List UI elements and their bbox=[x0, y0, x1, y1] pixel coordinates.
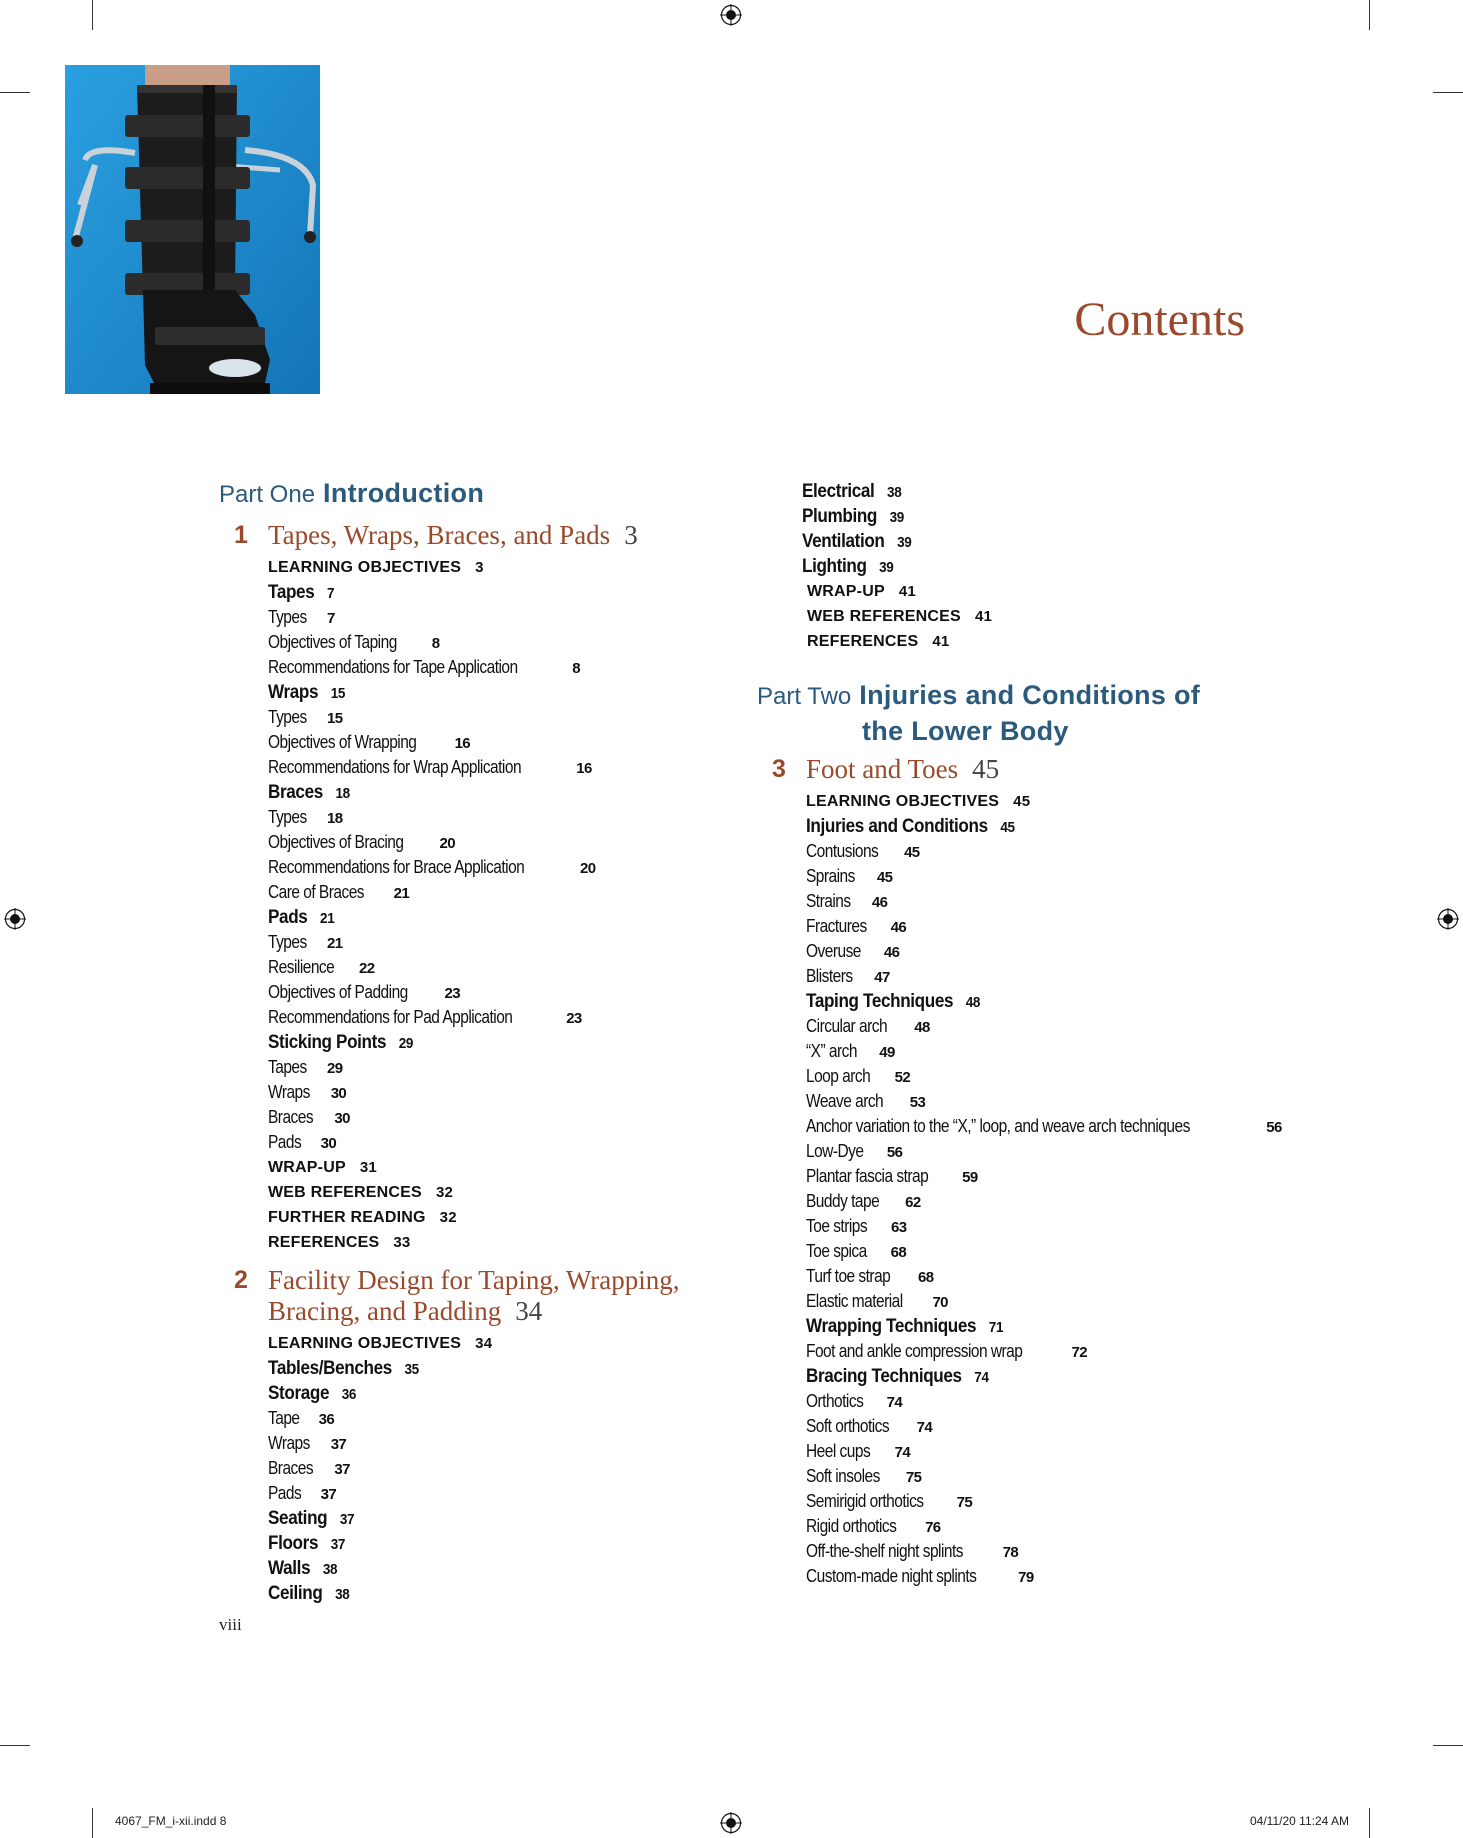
crop-mark bbox=[1369, 0, 1370, 30]
toc-entry bbox=[268, 1381, 674, 1406]
toc-entry bbox=[268, 1481, 719, 1506]
toc-entry-page: 53 bbox=[909, 1094, 926, 1111]
toc-entry bbox=[268, 1080, 719, 1105]
toc-entry bbox=[268, 830, 719, 855]
toc-entry bbox=[268, 1356, 674, 1381]
toc-entry bbox=[806, 1389, 1277, 1414]
toc-entry-title: Low-Dye bbox=[806, 1141, 864, 1161]
toc-entry-title: Taping Techniques bbox=[806, 991, 954, 1012]
toc-entry-page: 78 bbox=[1002, 1544, 1019, 1561]
chapter-block bbox=[757, 754, 1282, 1589]
chapter-number: 3 bbox=[772, 755, 786, 783]
toc-entry bbox=[806, 1239, 1277, 1264]
toc-entry-page: 74 bbox=[894, 1444, 911, 1461]
toc-entry-title: Walls bbox=[268, 1558, 311, 1579]
chapter-page: 3 bbox=[624, 520, 638, 550]
toc-entry-page: 46 bbox=[871, 894, 888, 911]
toc-entry-title: Care of Braces bbox=[268, 882, 365, 902]
toc-entry-page: 75 bbox=[905, 1469, 922, 1486]
toc-entry-page: 20 bbox=[579, 860, 596, 877]
crop-mark bbox=[0, 1745, 30, 1746]
toc-entry-page: 37 bbox=[320, 1486, 337, 1503]
toc-entry bbox=[806, 1039, 1277, 1064]
toc-entry-title: Tapes bbox=[268, 1057, 307, 1077]
toc-entry bbox=[268, 1055, 719, 1080]
part-label: Part Two bbox=[757, 683, 852, 710]
toc-entry-title: Seating bbox=[268, 1508, 328, 1529]
toc-entry bbox=[268, 805, 719, 830]
toc-entry-title: Braces bbox=[268, 1458, 314, 1478]
toc-entry bbox=[806, 1539, 1277, 1564]
toc-entry bbox=[268, 730, 719, 755]
toc-entry-title: Contusions bbox=[806, 841, 879, 861]
toc-entry-title: Plantar fascia strap bbox=[806, 1166, 929, 1186]
toc-entry-title: Plumbing bbox=[802, 506, 878, 527]
chapter-list bbox=[219, 520, 719, 1606]
toc-entry-title: FURTHER READING bbox=[268, 1209, 426, 1226]
toc-entry-page: 36 bbox=[341, 1386, 357, 1403]
toc-entry-page: 32 bbox=[439, 1209, 457, 1226]
toc-entry-page: 39 bbox=[897, 534, 912, 551]
toc-entry-title: “X” arch bbox=[806, 1041, 857, 1061]
toc-entry bbox=[268, 1406, 719, 1431]
toc-entry-page: 63 bbox=[891, 1219, 907, 1236]
toc-entry bbox=[806, 864, 1277, 889]
toc-entry-page: 31 bbox=[359, 1159, 377, 1176]
toc-entry-title: Custom-made night splints bbox=[806, 1566, 977, 1586]
toc-entry-page: 21 bbox=[320, 910, 335, 927]
toc-entry bbox=[268, 1230, 719, 1255]
toc-entry-page: 37 bbox=[339, 1511, 355, 1528]
toc-entry bbox=[268, 605, 719, 630]
toc-left-column bbox=[219, 476, 719, 1606]
toc-entry-page: 3 bbox=[475, 559, 484, 576]
toc-entry-title: Recommendations for Pad Application bbox=[268, 1007, 513, 1027]
toc-entry-page: 8 bbox=[431, 635, 440, 652]
toc-entry-page: 38 bbox=[335, 1586, 350, 1603]
toc-entry-page: 56 bbox=[886, 1144, 903, 1161]
toc-entry-title: Overuse bbox=[806, 941, 861, 961]
chapter-page: 45 bbox=[972, 754, 1000, 784]
toc-entry-page: 32 bbox=[435, 1184, 454, 1201]
toc-entry-title: Braces bbox=[268, 1107, 314, 1127]
part-heading bbox=[757, 678, 1277, 750]
toc-entry-page: 34 bbox=[475, 1335, 493, 1352]
toc-entry-page: 45 bbox=[904, 844, 920, 861]
toc-entry bbox=[806, 1489, 1277, 1514]
toc-entry-title: LEARNING OBJECTIVES bbox=[806, 793, 1000, 810]
toc-entry bbox=[268, 780, 674, 805]
toc-entry bbox=[806, 1414, 1277, 1439]
toc-entry bbox=[806, 964, 1277, 989]
toc-entry bbox=[268, 880, 719, 905]
toc-entry-page: 38 bbox=[887, 484, 902, 501]
toc-entry bbox=[268, 1005, 719, 1030]
toc-entry bbox=[806, 1139, 1277, 1164]
crop-mark bbox=[0, 92, 30, 93]
toc-entry bbox=[757, 504, 1225, 529]
toc-entry bbox=[268, 1331, 719, 1356]
toc-entry-page: 45 bbox=[1013, 793, 1031, 810]
toc-entry bbox=[806, 1189, 1277, 1214]
toc-entry-page: 48 bbox=[914, 1019, 930, 1036]
toc-entry bbox=[268, 1556, 674, 1581]
toc-entry bbox=[757, 554, 1225, 579]
part-title: Introduction bbox=[323, 478, 485, 508]
toc-entry bbox=[268, 1030, 674, 1055]
toc-entry-title: WEB REFERENCES bbox=[268, 1184, 422, 1201]
toc-entry bbox=[806, 1339, 1277, 1364]
toc-entry bbox=[268, 1506, 674, 1531]
toc-entry-title: Foot and ankle compression wrap bbox=[806, 1341, 1023, 1361]
toc-entry-page: 52 bbox=[894, 1069, 911, 1086]
toc-entry-title: Semirigid orthotics bbox=[806, 1491, 924, 1511]
toc-entry-title: Tables/Benches bbox=[268, 1358, 392, 1379]
toc-entry-title: Tape bbox=[268, 1408, 300, 1428]
toc-entry-page: 8 bbox=[572, 660, 581, 677]
toc-entry-title: Toe strips bbox=[806, 1216, 868, 1236]
toc-entry-page: 29 bbox=[398, 1035, 414, 1052]
toc-entry bbox=[268, 1531, 674, 1556]
toc-entry-page: 38 bbox=[322, 1561, 338, 1578]
toc-entry-page: 68 bbox=[890, 1244, 907, 1261]
registration-mark-icon bbox=[720, 1812, 742, 1834]
toc-entry-title: Bracing Techniques bbox=[806, 1366, 962, 1387]
toc-entry-title: Types bbox=[268, 707, 307, 727]
toc-entry-page: 79 bbox=[1018, 1569, 1034, 1586]
toc-entry-title: Toe spica bbox=[806, 1241, 867, 1261]
toc-entry-page: 7 bbox=[327, 610, 335, 627]
toc-entry-page: 7 bbox=[326, 585, 335, 602]
toc-entry-title: Rigid orthotics bbox=[806, 1516, 897, 1536]
chapter-number: 1 bbox=[234, 521, 248, 549]
toc-entry-page: 71 bbox=[988, 1319, 1004, 1336]
continued-entry-list bbox=[757, 479, 1277, 654]
toc-entry bbox=[268, 630, 719, 655]
toc-entry-page: 20 bbox=[439, 835, 455, 852]
toc-entry-title: Orthotics bbox=[806, 1391, 864, 1411]
chapter-title: Tapes, Wraps, Braces, and Pads bbox=[268, 520, 611, 550]
toc-entry-page: 41 bbox=[974, 608, 993, 625]
toc-entry-title: Objectives of Taping bbox=[268, 632, 397, 652]
toc-entry bbox=[268, 930, 719, 955]
toc-entry bbox=[806, 1164, 1277, 1189]
toc-entry-title: Sticking Points bbox=[268, 1032, 387, 1053]
toc-right-column bbox=[757, 479, 1282, 1589]
toc-entry-title: Pads bbox=[268, 907, 308, 928]
toc-entry-title: Storage bbox=[268, 1383, 330, 1404]
toc-entry-page: 39 bbox=[879, 559, 894, 576]
toc-entry bbox=[268, 905, 674, 930]
crop-mark bbox=[92, 1808, 93, 1838]
toc-entry bbox=[806, 839, 1277, 864]
toc-entry-page: 16 bbox=[454, 735, 471, 752]
toc-entry bbox=[806, 1089, 1277, 1114]
toc-entry-title: Objectives of Bracing bbox=[268, 832, 404, 852]
toc-entry-page: 45 bbox=[876, 869, 893, 886]
toc-entry-page: 30 bbox=[330, 1085, 347, 1102]
toc-entry bbox=[268, 1105, 719, 1130]
toc-entry-page: 15 bbox=[330, 685, 346, 702]
toc-entry bbox=[806, 1364, 1230, 1389]
toc-entry-title: WRAP-UP bbox=[268, 1159, 346, 1176]
toc-entry-page: 18 bbox=[335, 785, 350, 802]
toc-entry-page: 16 bbox=[576, 760, 592, 777]
toc-entry-page: 29 bbox=[327, 1060, 343, 1077]
toc-entry bbox=[806, 1439, 1277, 1464]
toc-entry-title: Anchor variation to the “X,” loop, and weave arch techniques bbox=[806, 1116, 1190, 1136]
toc-entry-page: 56 bbox=[1266, 1119, 1282, 1136]
chapter-entries bbox=[268, 555, 719, 1255]
toc-entry-page: 76 bbox=[925, 1519, 941, 1536]
toc-entry bbox=[268, 555, 719, 580]
toc-entry-title: Weave arch bbox=[806, 1091, 884, 1111]
slug-filename: 4067_FM_i-xii.indd 8 bbox=[115, 1814, 227, 1828]
chapter-block bbox=[219, 520, 719, 1255]
toc-entry-page: 41 bbox=[932, 633, 950, 650]
chapter-block bbox=[219, 1265, 719, 1606]
chapter-title: Facility Design for Taping, Wrapping, bbox=[268, 1265, 680, 1295]
toc-entry-title: WRAP-UP bbox=[807, 583, 885, 600]
toc-entry-title: Blisters bbox=[806, 966, 853, 986]
part-title-line-2: the Lower Body bbox=[862, 716, 1069, 746]
toc-entry-page: 30 bbox=[320, 1135, 337, 1152]
toc-entry-title: Buddy tape bbox=[806, 1191, 880, 1211]
toc-entry-title: LEARNING OBJECTIVES bbox=[268, 1335, 462, 1352]
toc-entry bbox=[806, 1014, 1277, 1039]
toc-entry-title: Pads bbox=[268, 1132, 302, 1152]
toc-entry-title: Braces bbox=[268, 782, 323, 803]
toc-entry bbox=[806, 1314, 1230, 1339]
toc-entry-title: Types bbox=[268, 807, 307, 827]
chapter-number: 2 bbox=[234, 1266, 248, 1294]
toc-entry-page: 75 bbox=[956, 1494, 973, 1511]
chapter-heading bbox=[772, 754, 1277, 785]
toc-entry-title: Soft insoles bbox=[806, 1466, 880, 1486]
registration-mark-icon bbox=[4, 908, 26, 930]
toc-entry-page: 59 bbox=[962, 1169, 978, 1186]
toc-entry-page: 33 bbox=[393, 1234, 411, 1251]
toc-entry-page: 74 bbox=[916, 1419, 933, 1436]
toc-entry-page: 74 bbox=[974, 1369, 989, 1386]
toc-entry-title: Loop arch bbox=[806, 1066, 871, 1086]
toc-entry-page: 21 bbox=[393, 885, 410, 902]
crop-mark bbox=[92, 0, 93, 30]
toc-entry-title: WEB REFERENCES bbox=[807, 608, 961, 625]
toc-entry bbox=[268, 705, 719, 730]
toc-entry bbox=[268, 1205, 719, 1230]
chapter-heading bbox=[234, 520, 719, 551]
toc-entry-title: REFERENCES bbox=[268, 1234, 380, 1251]
toc-entry-page: 74 bbox=[886, 1394, 903, 1411]
chapter-title: Foot and Toes bbox=[806, 754, 959, 784]
toc-entry-title: Soft orthotics bbox=[806, 1416, 890, 1436]
toc-entry-title: Wraps bbox=[268, 682, 319, 703]
toc-entry-page: 37 bbox=[330, 1536, 346, 1553]
toc-entry-title: Heel cups bbox=[806, 1441, 871, 1461]
toc-entry bbox=[757, 629, 1277, 654]
toc-entry bbox=[268, 680, 674, 705]
toc-entry-page: 62 bbox=[905, 1194, 921, 1211]
toc-entry bbox=[806, 1064, 1277, 1089]
toc-entry-title: Wrapping Techniques bbox=[806, 1316, 977, 1337]
toc-entry-title: Sprains bbox=[806, 866, 855, 886]
toc-entry bbox=[757, 604, 1277, 629]
chapter-heading bbox=[234, 1265, 719, 1327]
toc-entry-page: 36 bbox=[318, 1411, 335, 1428]
toc-entry-title: Recommendations for Tape Application bbox=[268, 657, 518, 677]
toc-entry-page: 45 bbox=[1000, 819, 1015, 836]
toc-entry bbox=[268, 1581, 674, 1606]
toc-entry-page: 48 bbox=[965, 994, 981, 1011]
toc-entry bbox=[268, 980, 719, 1005]
chapter-entries bbox=[268, 1331, 719, 1606]
toc-entry bbox=[757, 579, 1277, 604]
toc-entry-title: Elastic material bbox=[806, 1291, 903, 1311]
toc-entry-page: 39 bbox=[889, 509, 904, 526]
toc-entry-page: 23 bbox=[444, 985, 461, 1002]
toc-entry bbox=[268, 1155, 719, 1180]
toc-entry-title: Types bbox=[268, 932, 307, 952]
toc-entry-title: Recommendations for Brace Application bbox=[268, 857, 525, 877]
toc-entry-page: 35 bbox=[404, 1361, 419, 1378]
toc-entry-title: LEARNING OBJECTIVES bbox=[268, 559, 462, 576]
toc-entry bbox=[268, 655, 719, 680]
part-heading bbox=[219, 476, 719, 512]
toc-entry bbox=[806, 1464, 1277, 1489]
toc-entry-title: Floors bbox=[268, 1533, 319, 1554]
crop-mark bbox=[1369, 1808, 1370, 1838]
toc-entry-title: Lighting bbox=[802, 556, 867, 577]
toc-entry-title: Resilience bbox=[268, 957, 335, 977]
toc-entry-title: Circular arch bbox=[806, 1016, 888, 1036]
toc-entry-page: 23 bbox=[566, 1010, 582, 1027]
toc-entry bbox=[806, 814, 1230, 839]
toc-entry-page: 30 bbox=[334, 1110, 350, 1127]
toc-entry-title: Strains bbox=[806, 891, 851, 911]
toc-entry bbox=[806, 1214, 1277, 1239]
toc-entry-page: 47 bbox=[874, 969, 890, 986]
toc-entry-title: Types bbox=[268, 607, 307, 627]
crop-mark bbox=[1433, 92, 1463, 93]
toc-entry-page: 15 bbox=[327, 710, 343, 727]
toc-entry-title: REFERENCES bbox=[807, 633, 919, 650]
part-label: Part One bbox=[219, 481, 316, 508]
registration-mark-icon bbox=[1437, 908, 1459, 930]
toc-entry bbox=[268, 580, 674, 605]
toc-entry-title: Pads bbox=[268, 1483, 302, 1503]
toc-entry bbox=[268, 1456, 719, 1481]
toc-entry-page: 41 bbox=[898, 583, 916, 600]
toc-entry bbox=[806, 1564, 1277, 1589]
toc-entry-page: 37 bbox=[330, 1436, 347, 1453]
slug-timestamp: 04/11/20 11:24 AM bbox=[1250, 1814, 1349, 1828]
toc-entry bbox=[806, 1114, 1282, 1139]
toc-entry bbox=[806, 1514, 1277, 1539]
toc-entry bbox=[268, 855, 719, 880]
toc-entry-title: Objectives of Wrapping bbox=[268, 732, 417, 752]
toc-entry-page: 37 bbox=[334, 1461, 350, 1478]
toc-entry-title: Electrical bbox=[802, 481, 875, 502]
toc-entry-title: Wraps bbox=[268, 1433, 310, 1453]
toc-entry bbox=[806, 939, 1277, 964]
toc-entry bbox=[806, 889, 1277, 914]
registration-mark-icon bbox=[720, 4, 742, 26]
toc-entry bbox=[806, 789, 1277, 814]
chapter-page: 34 bbox=[515, 1296, 543, 1326]
toc-entry bbox=[268, 1431, 719, 1456]
page-title: Contents bbox=[1074, 293, 1245, 346]
toc-entry-page: 46 bbox=[883, 944, 900, 961]
toc-entry bbox=[806, 989, 1230, 1014]
toc-entry-page: 21 bbox=[327, 935, 343, 952]
toc-entry-title: Ventilation bbox=[802, 531, 885, 552]
chapter-entries bbox=[806, 789, 1282, 1589]
toc-entry-title: Injuries and Conditions bbox=[806, 816, 988, 837]
toc-entry bbox=[757, 529, 1225, 554]
toc-entry-title: Objectives of Padding bbox=[268, 982, 408, 1002]
toc-entry bbox=[806, 914, 1277, 939]
toc-entry bbox=[268, 755, 719, 780]
toc-entry-title: Recommendations for Wrap Application bbox=[268, 757, 522, 777]
toc-entry-page: 49 bbox=[879, 1044, 895, 1061]
page-number: viii bbox=[219, 1615, 242, 1634]
toc-entry-title: Tapes bbox=[268, 582, 315, 603]
toc-entry bbox=[806, 1289, 1277, 1314]
toc-entry-page: 72 bbox=[1071, 1344, 1088, 1361]
toc-entry bbox=[757, 479, 1225, 504]
toc-entry-page: 22 bbox=[359, 960, 375, 977]
toc-entry bbox=[268, 1130, 719, 1155]
crop-mark bbox=[1433, 1745, 1463, 1746]
toc-entry bbox=[268, 1180, 719, 1205]
toc-entry-title: Ceiling bbox=[268, 1583, 323, 1604]
toc-entry-page: 68 bbox=[917, 1269, 934, 1286]
toc-entry-title: Fractures bbox=[806, 916, 867, 936]
toc-entry-page: 18 bbox=[327, 810, 343, 827]
chapter-title: Bracing, and Padding bbox=[268, 1296, 502, 1326]
toc-entry-page: 70 bbox=[932, 1294, 948, 1311]
chapter-list bbox=[757, 754, 1282, 1589]
toc-entry-page: 46 bbox=[890, 919, 907, 936]
part-title: Injuries and Conditions of bbox=[859, 680, 1201, 710]
toc-entry bbox=[806, 1264, 1277, 1289]
toc-entry-title: Off-the-shelf night splints bbox=[806, 1541, 964, 1561]
toc-entry-title: Wraps bbox=[268, 1082, 310, 1102]
toc-entry bbox=[268, 955, 719, 980]
toc-entry-title: Turf toe strap bbox=[806, 1266, 891, 1286]
walking-boot-photo bbox=[65, 65, 320, 394]
